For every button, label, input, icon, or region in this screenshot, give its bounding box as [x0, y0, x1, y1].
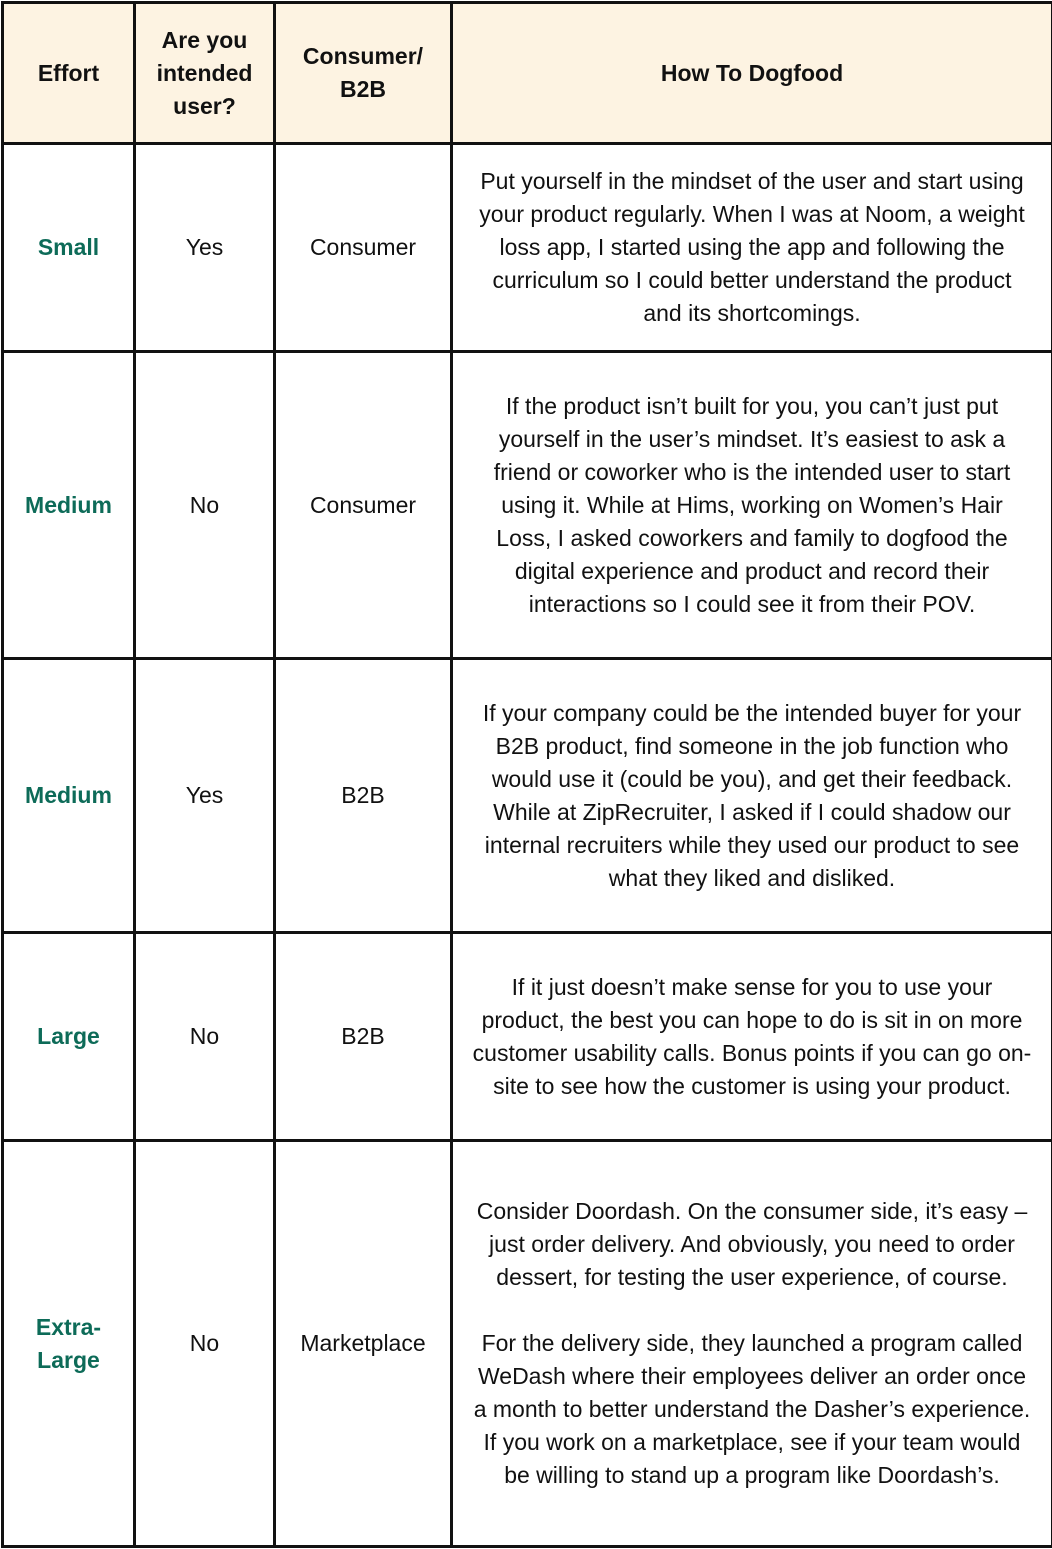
how-text: For the delivery side, they launched a program called WeDash where their employees deliver an order once a month to better understand the Dasher’s experience. If you work on a marketplace, see if your team would be willing to stand up a program like Doordash’s. [471, 1327, 1033, 1492]
table-row [3, 144, 1052, 352]
header-intended-user: Are you intended user? [135, 3, 275, 144]
type-cell: Marketplace [275, 1141, 452, 1547]
how-text: Consider Doordash. On the consumer side, it’s easy – just order delivery. And obviously, you need to order dessert, for testing the user experience, of course. [471, 1195, 1033, 1294]
table-row [3, 659, 1052, 933]
type-cell: B2B [275, 659, 452, 933]
type-cell: Consumer [275, 144, 452, 352]
effort-cell: Large [3, 933, 135, 1141]
table-header-row [3, 3, 1052, 144]
header-effort: Effort [3, 3, 135, 144]
effort-cell: Small [3, 144, 135, 352]
header-how-to-dogfood: How To Dogfood [452, 3, 1052, 144]
table-row [3, 352, 1052, 659]
type-cell: B2B [275, 933, 452, 1141]
how-text: Put yourself in the mindset of the user and start using your product regularly. When I was at Noom, a weight loss app, I started using the app and following the curriculum so I could better understand the product and its shortcomings. [471, 165, 1033, 330]
intended-user-cell: No [135, 352, 275, 659]
type-cell: Consumer [275, 352, 452, 659]
table-row [3, 1141, 1052, 1547]
how-text: If it just doesn’t make sense for you to use your product, the best you can hope to do is sit in on more customer usability calls. Bonus points if you can go on-site to see how the customer is using your product. [471, 971, 1033, 1103]
intended-user-cell: No [135, 933, 275, 1141]
effort-cell: Medium [3, 659, 135, 933]
intended-user-cell: No [135, 1141, 275, 1547]
how-to-dogfood-cell [452, 1141, 1052, 1547]
dogfood-effort-table [1, 1, 1052, 1548]
intended-user-cell: Yes [135, 144, 275, 352]
intended-user-cell: Yes [135, 659, 275, 933]
how-to-dogfood-cell [452, 659, 1052, 933]
how-text: If the product isn’t built for you, you can’t just put yourself in the user’s mindset. It’s easiest to ask a friend or coworker who is the intended user to start using it. While at Hims, working on Women’s Hair Loss, I asked coworkers and family to dogfood the digital experience and product and record their interactions so I could see it from their POV. [471, 390, 1033, 621]
how-text: If your company could be the intended buyer for your B2B product, find someone in the job function who would use it (could be you), and get their feedback. While at ZipRecruiter, I asked if I could shadow our internal recruiters while they used our product to see what they liked and disliked. [471, 697, 1033, 895]
effort-cell: Extra-Large [3, 1141, 135, 1547]
header-consumer-b2b: Consumer/ B2B [275, 3, 452, 144]
how-to-dogfood-cell [452, 352, 1052, 659]
table-row [3, 933, 1052, 1141]
how-to-dogfood-cell [452, 933, 1052, 1141]
how-to-dogfood-cell [452, 144, 1052, 352]
effort-cell: Medium [3, 352, 135, 659]
